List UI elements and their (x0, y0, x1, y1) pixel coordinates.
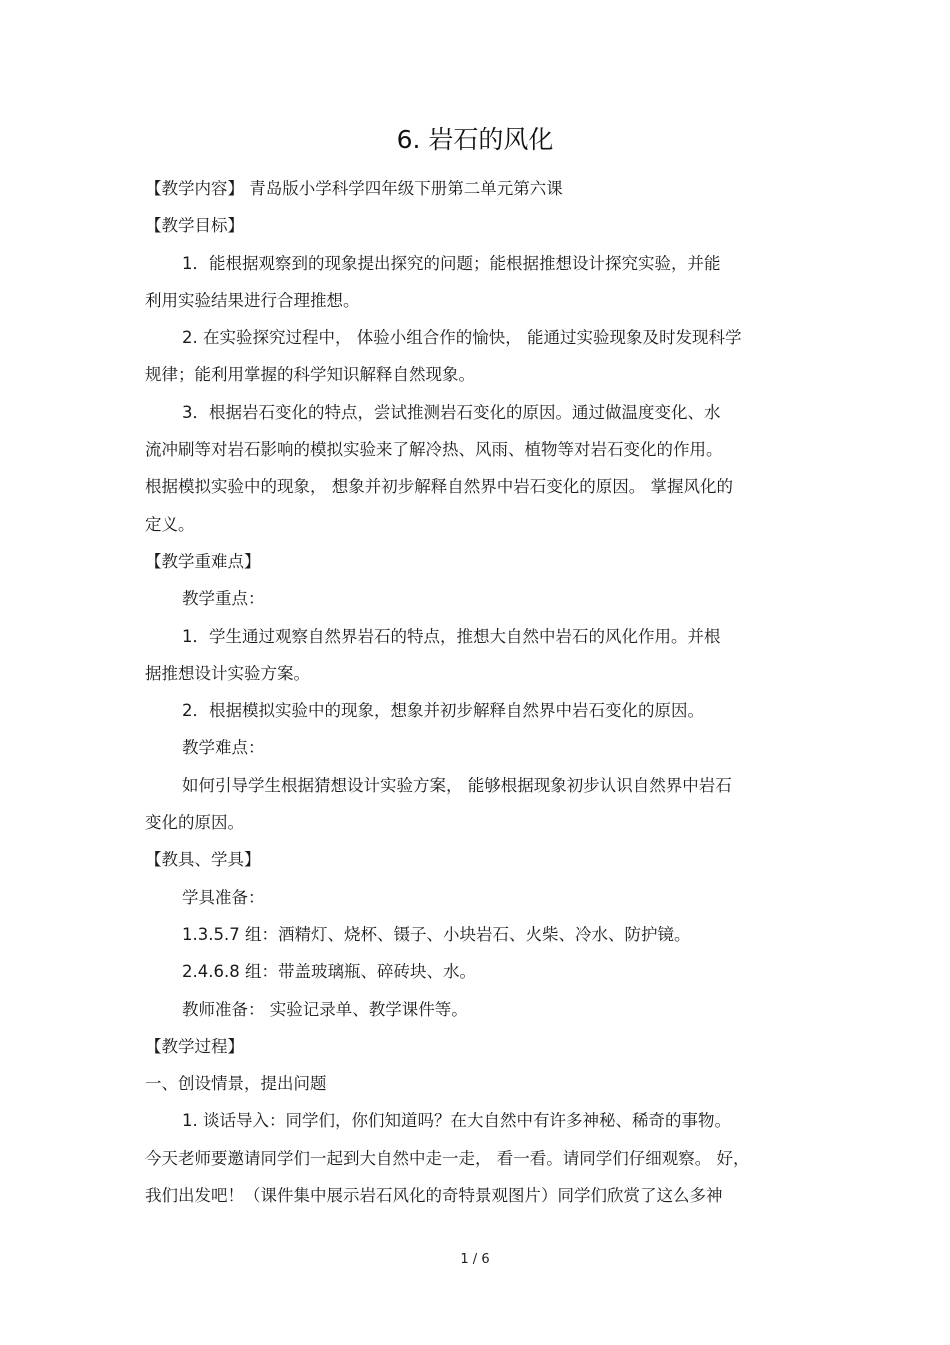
text-line: 2．根据模拟实验中的现象，想象并初步解释自然界中岩石变化的原因。 (182, 701, 704, 721)
text-line: 流冲刷等对岩石影响的模拟实验来了解冷热、风雨、植物等对岩石变化的作用。 (145, 440, 723, 460)
text-line: 教学重点： (182, 589, 265, 609)
text-line: 2. 在实验探究过程中， 体验小组合作的愉快， 能通过实验现象及时发现科学 (182, 328, 742, 348)
text-line: 教学难点： (182, 738, 265, 758)
text-line: 如何引导学生根据猜想设计实验方案， 能够根据现象初步认识自然界中岩石 (182, 775, 732, 795)
text-line: 据推想设计实验方案。 (145, 663, 310, 683)
text-line: 今天老师要邀请同学们一起到大自然中走一走， 看一看。请同学们仔细观察。 好， (145, 1148, 750, 1168)
page-number: 1 / 6 (460, 1252, 490, 1267)
text-line: 学具准备： (182, 887, 265, 907)
text-line: 【教学过程】 (145, 1036, 244, 1056)
text-line: 3．根据岩石变化的特点，尝试推测岩石变化的原因。通过做温度变化、水 (182, 402, 721, 422)
text-line: 1．能根据观察到的现象提出探究的问题；能根据推想设计探究实验，并能 (182, 253, 721, 273)
text-line: 【教学重难点】 (145, 551, 261, 571)
text-line: 1.3.5.7 组：酒精灯、烧杯、镊子、小块岩石、火柴、冷水、防护镜。 (182, 924, 691, 944)
text-line: 规律；能利用掌握的科学知识解释自然现象。 (145, 365, 475, 385)
text-line: 利用实验结果进行合理推想。 (145, 290, 360, 310)
text-line: 一、创设情景，提出问题 (145, 1074, 327, 1094)
text-line: 根据模拟实验中的现象， 想象并初步解释自然界中岩石变化的原因。 掌握风化的 (145, 477, 733, 497)
text-line: 1．学生通过观察自然界岩石的特点，推想大自然中岩石的风化作用。并根 (182, 626, 721, 646)
text-line: 【教学内容】 青岛版小学科学四年级下册第二单元第六课 (145, 179, 563, 198)
document-body (145, 170, 810, 1214)
text-line: 【教学目标】 (145, 216, 244, 236)
text-line: 教师准备： 实验记录单、教学课件等。 (182, 999, 468, 1019)
text-line: 变化的原因。 (145, 813, 244, 833)
text-line: 2.4.6.8 组：带盖玻璃瓶、碎砖块、水。 (182, 962, 476, 982)
text-line: 我们出发吧！（课件集中展示岩石风化的奇特景观图片）同学们欣赏了这么多神 (145, 1186, 723, 1206)
text-line: 【教具、学具】 (145, 850, 261, 870)
page-title: 6. 岩石的风化 (396, 125, 554, 154)
text-line: 定义。 (145, 514, 195, 534)
text-line: 1. 谈话导入：同学们，你们知道吗？在大自然中有许多神秘、稀奇的事物。 (182, 1111, 731, 1131)
